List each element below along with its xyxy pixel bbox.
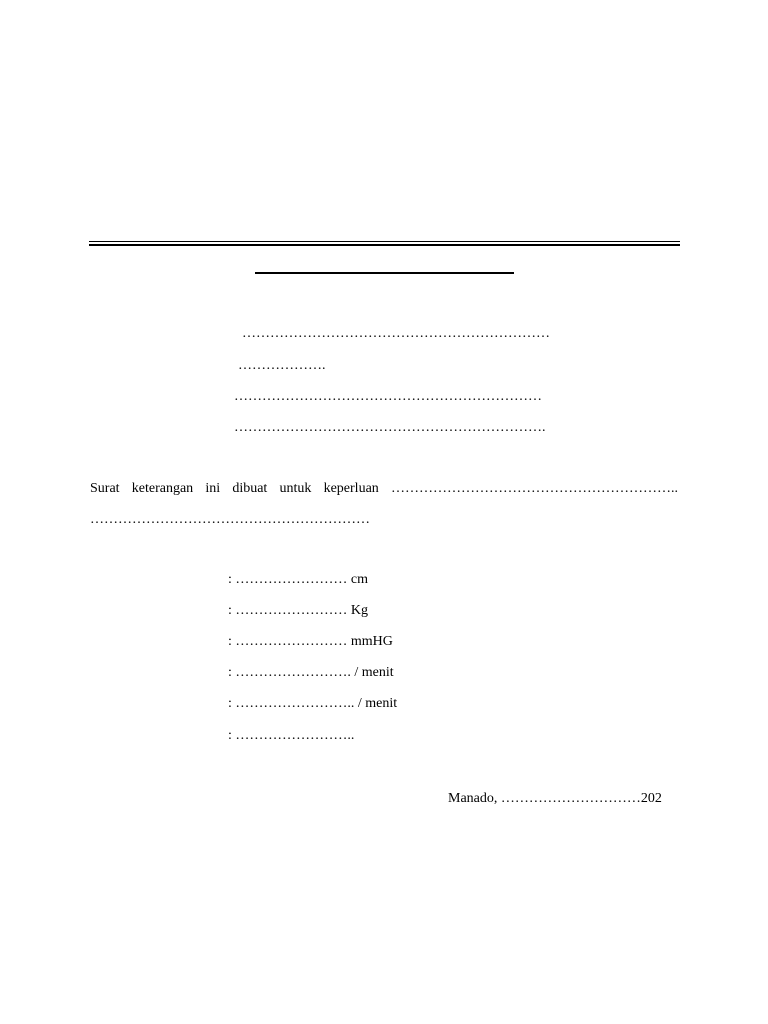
identity-field-1: …………………………………………………………: [242, 326, 550, 341]
purpose-word: keperluan: [323, 481, 379, 496]
purpose-fill-2: ……………………………………………………: [90, 512, 370, 527]
purpose-statement: [90, 481, 678, 497]
purpose-word: keterangan: [131, 481, 194, 496]
purpose-word: Surat: [90, 481, 120, 496]
identity-field-2: ……………….: [238, 358, 326, 373]
letterhead-double-rule: [89, 241, 680, 246]
identity-field-4: ………………………………………………………….: [234, 420, 546, 435]
exam-field-weight: : …………………… Kg: [228, 603, 368, 618]
identity-field-3: …………………………………………………………: [234, 389, 542, 404]
exam-field-other: : ……………………..: [228, 728, 355, 743]
exam-field-respiration: : …………………….. / menit: [228, 696, 398, 711]
purpose-word: untuk: [279, 481, 312, 496]
signature-place-date: Manado, …………………………202: [448, 791, 662, 806]
exam-field-blood-pressure: : …………………… mmHG: [228, 634, 393, 649]
exam-field-height: : …………………… cm: [228, 572, 368, 587]
purpose-word: ini: [205, 481, 221, 496]
exam-field-pulse: : ……………………. / menit: [228, 665, 394, 680]
purpose-word: dibuat: [232, 481, 268, 496]
purpose-fill-1: ……………………………………………………..: [390, 481, 678, 496]
title-underline: [255, 272, 514, 274]
